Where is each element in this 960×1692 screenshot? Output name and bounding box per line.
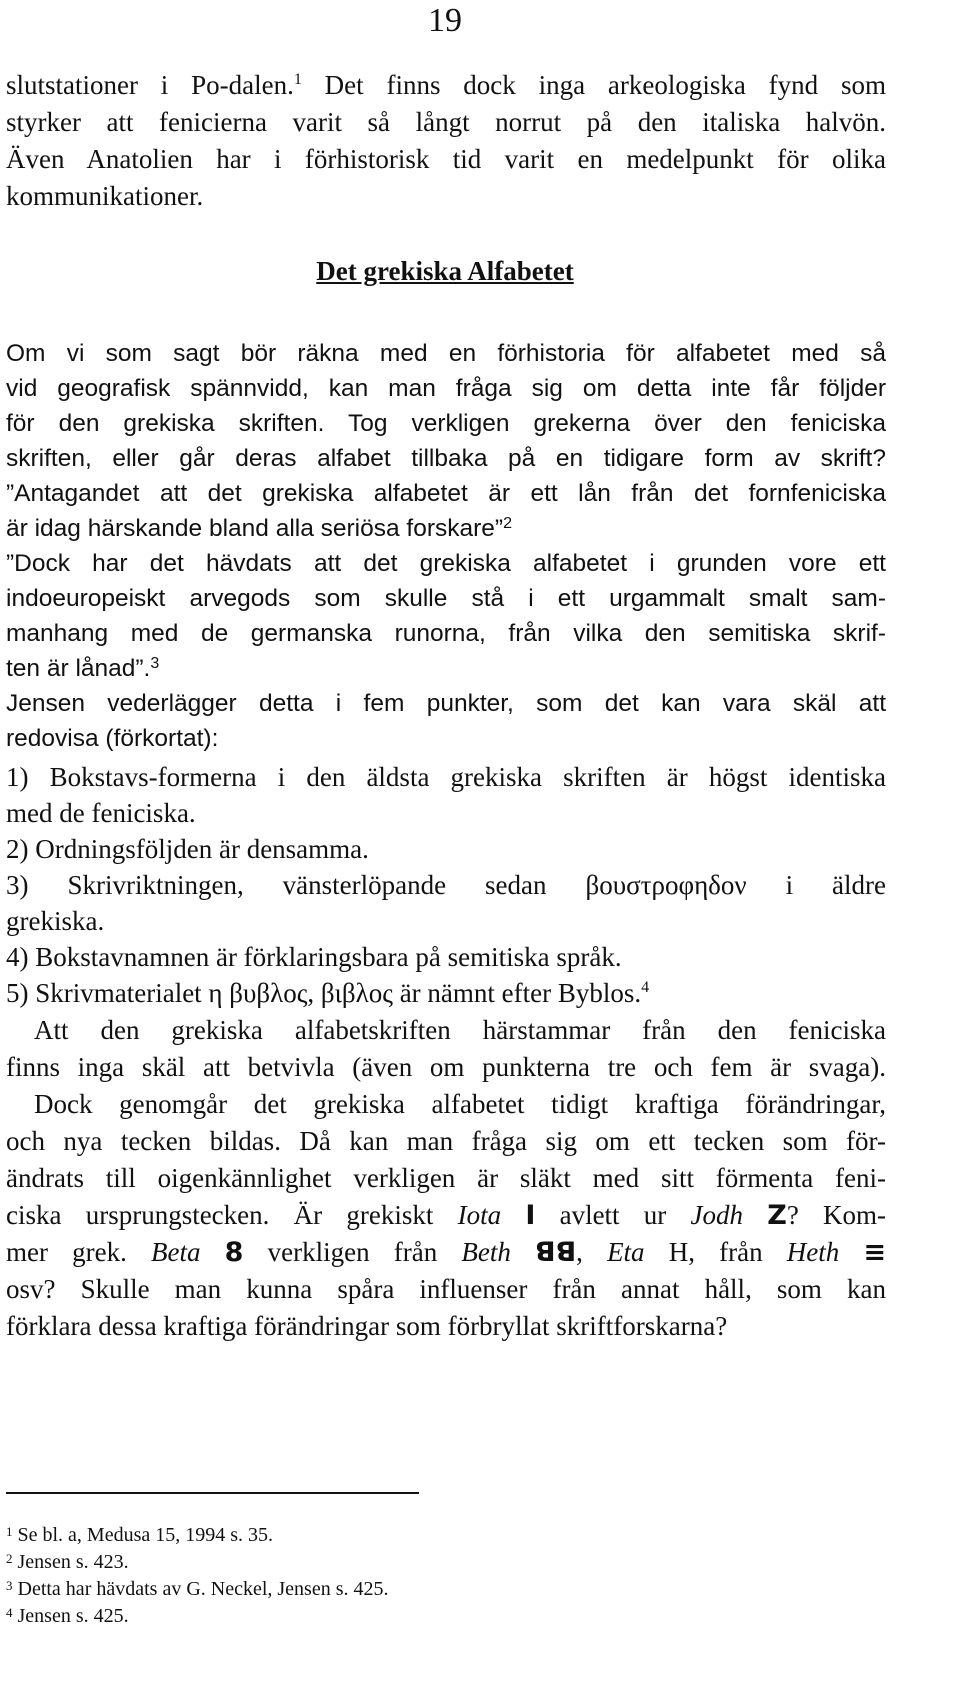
jodh-name: Jodh bbox=[690, 1200, 743, 1230]
text-line: förklara dessa kraftiga förändringar som förbryllat skriftforskarna? bbox=[6, 1311, 728, 1341]
text-line: ändrats till oigenkännlighet verkligen är släkt med sitt förmenta feni- bbox=[6, 1163, 886, 1193]
text-run: avlett ur bbox=[535, 1200, 691, 1230]
text-line: grekiska. bbox=[6, 906, 105, 936]
footnote-text: Se bl. a, Medusa 15, 1994 s. 35. bbox=[17, 1524, 274, 1546]
text-line bbox=[6, 976, 886, 1010]
footnote bbox=[6, 1523, 273, 1547]
text-run: är idag härskande bland alla seriösa forskare” bbox=[6, 515, 504, 542]
footnote-ref: 4 bbox=[641, 979, 650, 996]
text-line: skriften, eller går deras alfabet tillbaka på en tidigare form av skrift? bbox=[6, 445, 886, 472]
text-line: 2) Ordningsföljden är densamma. bbox=[6, 834, 369, 864]
text-line: Dock genomgår det grekiska alfabetet tidigt kraftiga förändringar, bbox=[34, 1089, 886, 1119]
text-line: vid geografisk spännvidd, kan man fråga sig om detta inte får följder bbox=[6, 375, 886, 402]
section-heading bbox=[0, 256, 890, 287]
footnote-ref: 2 bbox=[503, 515, 512, 532]
text-line: med de feniciska. bbox=[6, 798, 196, 828]
text-line: 4) Bokstavnamnen är förklaringsbara på semitiska språk. bbox=[6, 942, 622, 972]
text-line: finns inga skäl att betvivla (även om punkterna tre och fem är svaga). bbox=[6, 1052, 886, 1082]
text-line bbox=[6, 652, 886, 686]
text-line bbox=[6, 1235, 886, 1270]
text-line bbox=[6, 68, 886, 102]
text-line bbox=[6, 868, 886, 902]
footnote-number: 4 bbox=[6, 1605, 13, 1620]
text-run: , bbox=[576, 1237, 608, 1267]
beta-glyph-icon: 8 bbox=[224, 1237, 244, 1268]
text-line: ”Antagandet att det grekiska alfabetet är ett lån från det fornfeniciska bbox=[6, 480, 886, 507]
text-run: 3) Skrivriktningen, vänsterlöpande sedan bbox=[6, 870, 547, 900]
text-line bbox=[6, 512, 886, 546]
text-run: i äldre bbox=[785, 870, 887, 900]
text-line: kommunikationer. bbox=[6, 181, 204, 211]
text-line: för den grekiska skriften. Tog verkligen grekerna över den feniciska bbox=[6, 410, 886, 437]
beth-glyph-icon: ꓭꓭ bbox=[534, 1237, 577, 1268]
text-line: styrker att fenicierna varit så långt norrut på den italiska halvön. bbox=[6, 107, 886, 137]
iota-glyph-icon: I bbox=[525, 1200, 536, 1231]
footnote bbox=[6, 1550, 129, 1574]
footnote-text: Jensen s. 425. bbox=[17, 1605, 129, 1627]
text-line: Att den grekiska alfabetskriften härstammar från den feniciska bbox=[34, 1015, 886, 1045]
footnote-text: Detta har hävdats av G. Neckel, Jensen s. 425. bbox=[17, 1578, 389, 1600]
footnote bbox=[6, 1577, 389, 1601]
footnote-text: Jensen s. 423. bbox=[17, 1551, 129, 1573]
heth-glyph-icon: ≡ bbox=[863, 1237, 887, 1268]
text-run: H, från bbox=[644, 1237, 787, 1267]
text-run: mer grek. bbox=[6, 1237, 152, 1267]
footnote-number: 2 bbox=[6, 1551, 13, 1566]
jodh-glyph-icon: Z bbox=[767, 1200, 787, 1231]
text-run: 5) Skrivmaterialet η βυβλος, βιβλος är nämnt efter Byblos. bbox=[6, 978, 642, 1008]
page-number: 19 bbox=[428, 2, 462, 39]
beta-name: Beta bbox=[151, 1237, 201, 1267]
section-heading-text: Det grekiska Alfabetet bbox=[316, 256, 574, 286]
beth-name: Beth bbox=[461, 1237, 511, 1267]
text-line: ”Dock har det hävdats att det grekiska alfabetet i grunden vore ett bbox=[6, 550, 886, 577]
footnote-number: 3 bbox=[6, 1578, 13, 1593]
text-run: Det finns dock inga arkeologiska fynd som bbox=[301, 70, 887, 100]
text-line: Även Anatolien har i förhistorisk tid varit en medelpunkt för olika bbox=[6, 144, 886, 174]
greek-word: βουστροφηδον bbox=[585, 870, 747, 900]
text-run: ten är lånad”. bbox=[6, 655, 151, 682]
footnote-number: 1 bbox=[6, 1524, 13, 1539]
footnote-ref: 3 bbox=[150, 655, 160, 672]
text-line: Jensen vederlägger detta i fem punkter, som det kan vara skäl att bbox=[6, 690, 886, 717]
text-line bbox=[6, 1198, 886, 1233]
text-run: ? Kom- bbox=[786, 1200, 887, 1230]
text-line: Om vi som sagt bör räkna med en förhistoria för alfabetet med så bbox=[6, 340, 886, 367]
text-line: indoeuropeiskt arvegods som skulle stå i ett urgammalt smalt sam- bbox=[6, 585, 886, 612]
eta-name: Eta bbox=[607, 1237, 645, 1267]
footnote-ref: 1 bbox=[293, 71, 302, 88]
text-run: slutstationer i Po-dalen. bbox=[6, 70, 294, 100]
iota-name: Iota bbox=[457, 1200, 502, 1230]
footnote bbox=[6, 1604, 129, 1628]
text-run: ciska ursprungstecken. Är grekiskt bbox=[6, 1200, 458, 1230]
footnote-divider bbox=[6, 1492, 419, 1494]
text-line: och nya tecken bildas. Då kan man fråga sig om ett tecken som för- bbox=[6, 1126, 886, 1156]
text-line: manhang med de germanska runorna, från vilka den semitiska skrif- bbox=[6, 620, 886, 647]
text-run: verkligen från bbox=[243, 1237, 462, 1267]
text-line: 1) Bokstavs-formerna i den äldsta grekiska skriften är högst identiska bbox=[6, 762, 886, 792]
heth-name: Heth bbox=[786, 1237, 840, 1267]
text-line: redovisa (förkortat): bbox=[6, 725, 219, 752]
text-line: osv? Skulle man kunna spåra influenser från annat håll, som kan bbox=[6, 1274, 886, 1304]
